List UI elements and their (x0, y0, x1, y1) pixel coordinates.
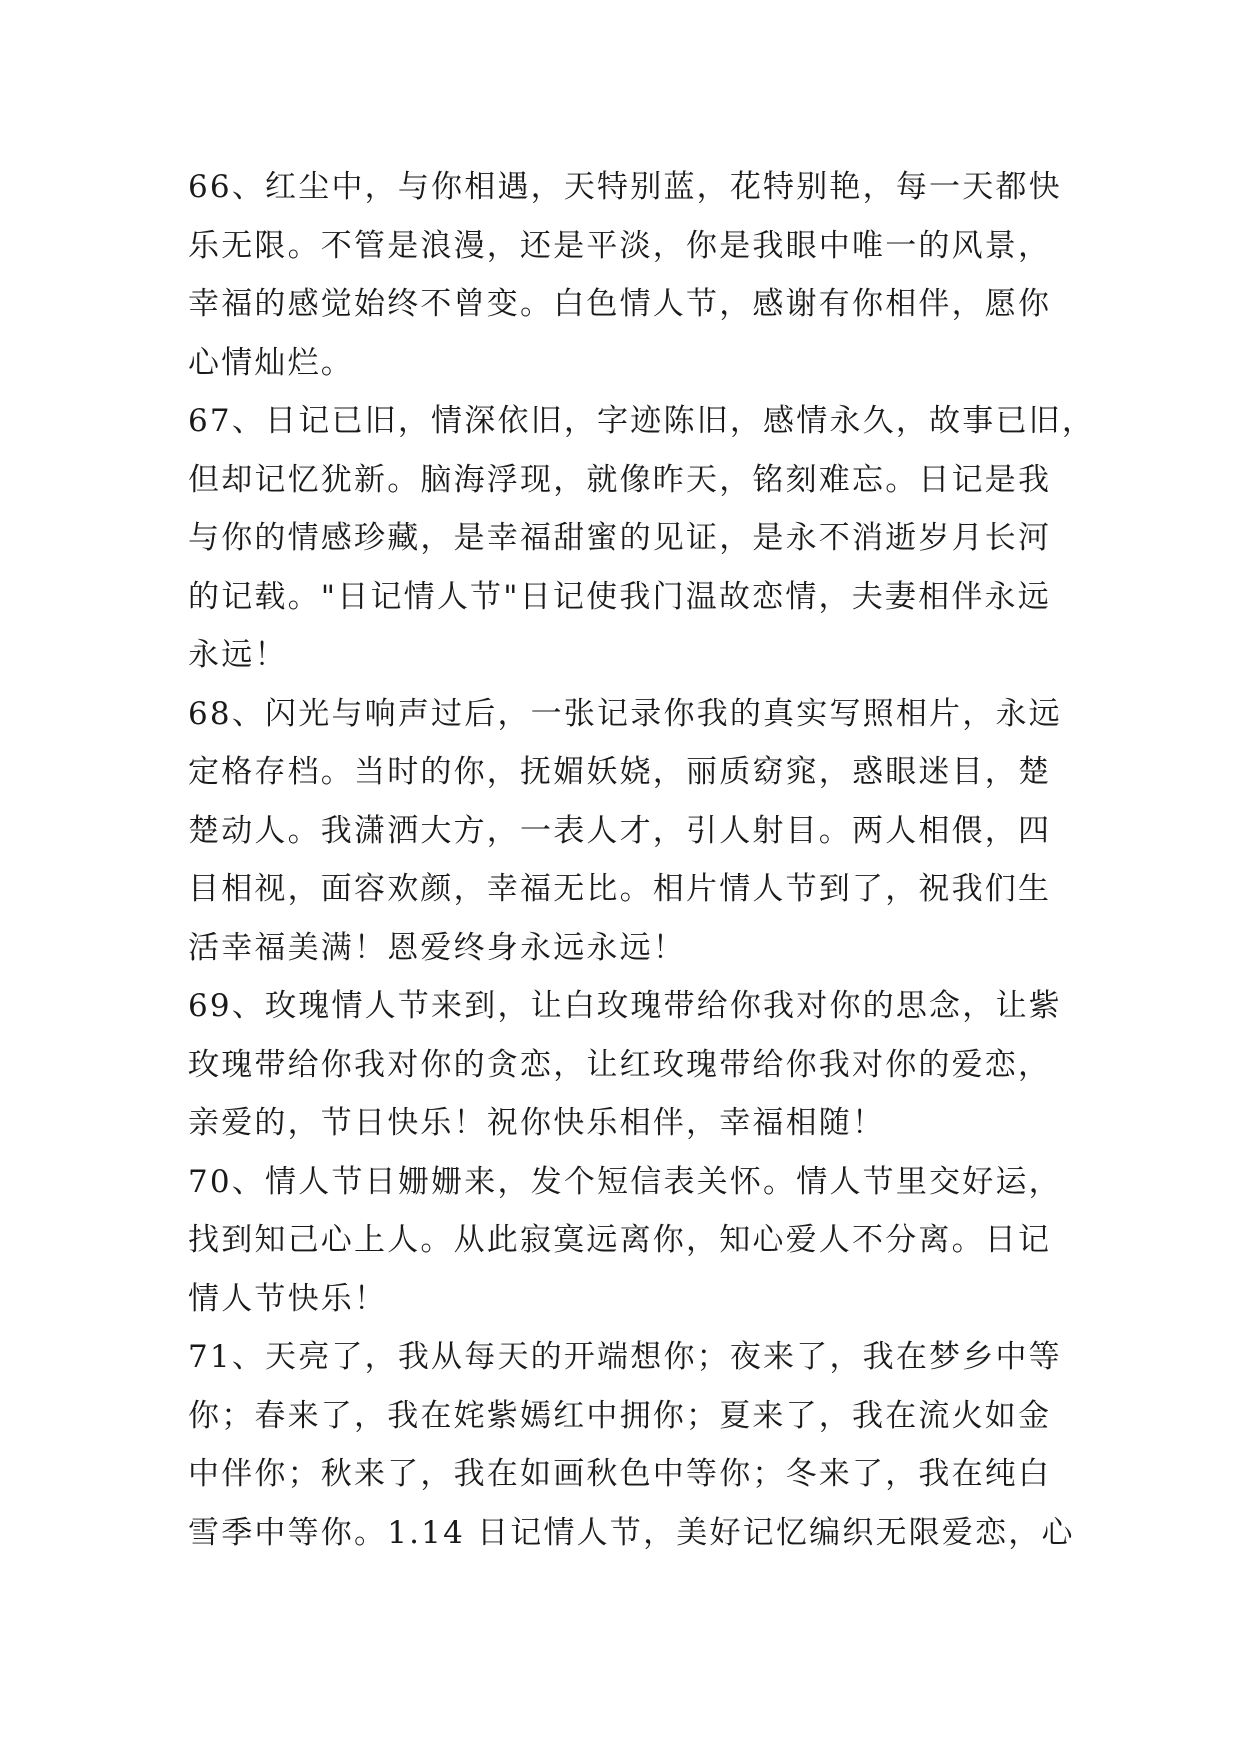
text-line: 68、闪光与响声过后，一张记录你我的真实写照相片，永远 (188, 695, 1062, 732)
text-line: 乐无限。不管是浪漫，还是平淡，你是我眼中唯一的风景， (188, 227, 1052, 264)
text-line: 楚动人。我潇洒大方，一表人才，引人射目。两人相偎，四 (188, 812, 1052, 849)
text-line: 幸福的感觉始终不曾变。白色情人节，感谢有你相伴，愿你 (188, 286, 1052, 322)
text-line: 玫瑰带给你我对你的贪恋，让红玫瑰带给你我对你的爱恋， (188, 1046, 1052, 1083)
text-line: 67、日记已旧，情深依旧，字迹陈旧，感情永久，故事已旧， (188, 403, 1096, 439)
text-line: 活幸福美满！恩爱终身永远永远！ (188, 929, 686, 966)
text-line: 与你的情感珍藏，是幸福甜蜜的见证，是永不消逝岁月长河 (188, 520, 1052, 556)
text-line: 亲爱的，节日快乐！祝你快乐相伴，幸福相随！ (188, 1105, 886, 1141)
text-line: 你；春来了，我在姹紫嫣红中拥你；夏来了，我在流火如金 (188, 1397, 1052, 1434)
text-line: 定格存档。当时的你，抚媚妖娆，丽质窈窕，惑眼迷目，楚 (188, 754, 1052, 790)
text-line: 中伴你；秋来了，我在如画秋色中等你；冬来了，我在纯白 (188, 1456, 1052, 1492)
text-line: 70、情人节日姗姗来，发个短信表关怀。情人节里交好运， (188, 1163, 1062, 1200)
text-line: 71、天亮了，我从每天的开端想你；夜来了，我在梦乡中等 (188, 1339, 1062, 1375)
text-line: 情人节快乐！ (188, 1280, 388, 1317)
text-line: 66、红尘中，与你相遇，天特别蓝，花特别艳，每一天都快 (188, 169, 1062, 205)
text-line: 永远！ (188, 637, 288, 673)
document-body (188, 158, 1096, 1562)
text-line: 69、玫瑰情人节来到，让白玫瑰带给你我对你的思念，让紫 (188, 988, 1062, 1024)
text-line: 心情灿烂。 (188, 344, 354, 381)
text-line: 的记载。"日记情人节"日记使我门温故恋情，夫妻相伴永远 (188, 578, 1051, 615)
text-line: 目相视，面容欢颜，幸福无比。相片情人节到了，祝我们生 (188, 871, 1052, 907)
text-line: 但却记忆犹新。脑海浮现，就像昨天，铭刻难忘。日记是我 (188, 461, 1052, 498)
text-line: 找到知己心上人。从此寂寞远离你，知心爱人不分离。日记 (188, 1222, 1052, 1258)
text-line: 雪季中等你。1.14 日记情人节，美好记忆编织无限爱恋，心 (188, 1514, 1075, 1551)
